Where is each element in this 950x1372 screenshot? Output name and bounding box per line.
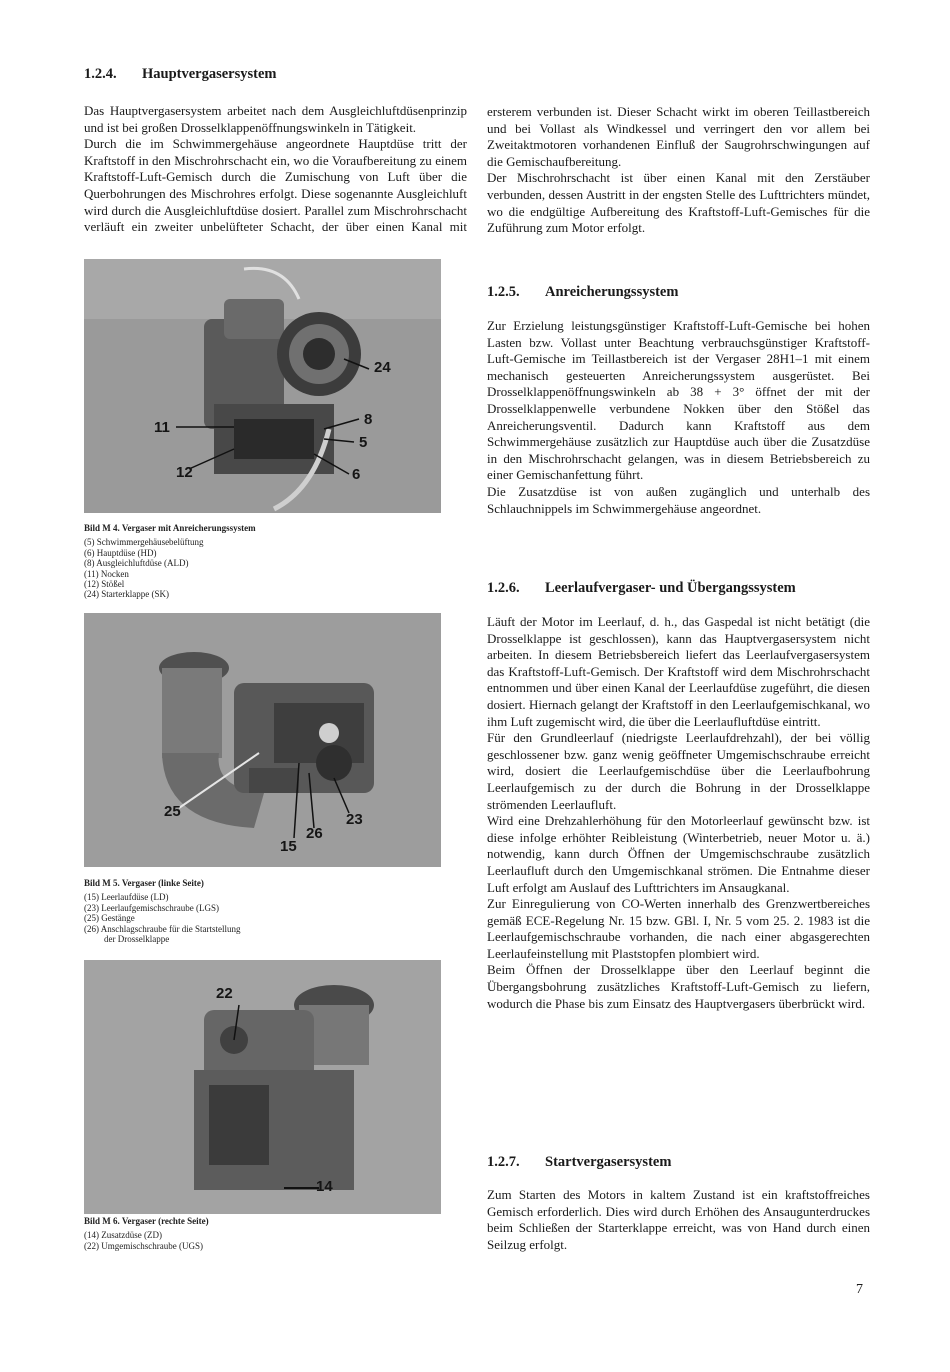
caption-item: (8) Ausgleichluftdüse (ALD) — [84, 558, 189, 569]
section-1-2-5-text — [487, 318, 870, 517]
caption-item: (5) Schwimmergehäusebelüftung — [84, 537, 204, 548]
section-1-2-4 — [84, 66, 467, 95]
figure-m5-photo — [84, 613, 441, 867]
figure-m6-photo — [84, 960, 441, 1214]
carburetor-photo — [84, 960, 441, 1214]
caption-title: Bild M 5. Vergaser (linke Seite) — [84, 878, 204, 888]
section-title: Hauptvergasersystem — [142, 66, 277, 82]
figure-label: 11 — [154, 419, 170, 436]
figure-m5-caption — [84, 878, 444, 944]
figure-label: 26 — [306, 825, 323, 842]
caption-item: (6) Hauptdüse (HD) — [84, 547, 157, 558]
figure-label: 22 — [216, 985, 233, 1002]
figure-label: 12 — [176, 464, 193, 481]
section-heading — [487, 1154, 671, 1171]
figure-m4-caption — [84, 523, 444, 600]
section-number: 1.2.5. — [487, 284, 520, 300]
page-number: 7 — [856, 1282, 863, 1297]
figure-m6-caption — [84, 1216, 444, 1251]
caption-item: (24) Starterklappe (SK) — [84, 589, 169, 600]
section-title: Leerlaufvergaser- und Übergangssystem — [545, 580, 796, 596]
body-text: Zum Starten des Motors in kaltem Zustand ist ein kraftstoffreiches Gemisch erforderlich. Dies wird durch Erhöhen des Ansaugunterdruckes beim Schließen der Starterklappe erreicht, was von Hand durch einen Seilzug erfolgt. — [487, 1187, 870, 1252]
figure-label: 25 — [164, 803, 181, 820]
figure-label: 24 — [374, 359, 391, 376]
section-number: 1.2.6. — [487, 580, 520, 596]
caption-item: (12) Stößel — [84, 579, 125, 590]
section-title: Anreicherungssystem — [545, 284, 679, 300]
figure-m4-photo — [84, 259, 441, 513]
section-1-2-6-text — [487, 614, 870, 1012]
figure-label: 5 — [359, 434, 368, 451]
carburetor-photo — [84, 259, 441, 513]
figure-label: 6 — [352, 466, 361, 483]
caption-item: (22) Umgemischschraube (UGS) — [84, 1240, 203, 1251]
figure-label: 15 — [280, 838, 297, 855]
figure-label: 8 — [364, 411, 373, 428]
caption-item: (11) Nocken — [84, 568, 129, 579]
caption-title: Bild M 6. Vergaser (rechte Seite) — [84, 1216, 209, 1226]
section-heading — [487, 284, 678, 301]
body-text: Läuft der Motor im Leerlauf, d. h., das Gaspedal ist nicht betätigt (die Drosselklappe ist geschlossen), kann das Hauptvergasersystem nicht arbeiten. In diesem Betriebsbereich liefert das Leerlaufvergasersystem das Kraftstoff-Luft-Gemisch. Der Kraftstoff wird dem Mischrohrschacht entnommen und über einen Kanal der Leerlaufdüse zugeführt, die diesen dosiert. Hiernach gelangt der Kraftstoff in den Leerlaufgemischkanal, wo ihm Luft zugemischt wird, die über die Leerlaufluftdüse eintritt. Für den Grundleerlauf (niedrigste Leerlaufdrehzahl), der bei völlig geschlossener bzw. ganz wenig geöffneter Umgemischschraube erreicht wird, dosiert die Leerlaufgemischdüse über die Leerlaufbohrung Leerlaufgemisch zu der durch die Bohrung in der Drosselklappe strömenden Leerlaufluft. Wird eine Drehzahlerhöhung für den Motorleerlauf gewünscht bzw. ist diese infolge erhöhter Reibleistung (Winterbetrieb, neuer Motor u. ä.) notwendig, kann durch Öffnen der Umgemischschraube zusätzlich Leerlaufluft durch den Umgemischkanal strömen. Die Entnahme dieser Luft erfolgt am Auslauf des Lufttrichters im Ansaugkanal. Zur Einregulierung von CO-Werten innerhalb des Grenzwertbereiches gemäß ECE-Regelung Nr. 15 bzw. GBl. I, Nr. 5 vom 25. 2. 1983 ist die Leerlaufgemischschraube vorhanden, die nach einer abgasgerechten Leerlaufeinstellung mit Plaststopfen plombiert wird. Beim Öffnen der Drosselklappe über den Leerlauf beginnt die Übergangsbohrung zusätzliches Kraftstoff-Luft-Gemisch zu liefern, wodurch die Phase bis zum Einsatz des Hauptvergasers überbrückt wird. — [487, 614, 870, 1011]
caption-item: (26) Anschlagschraube für die Startstellung — [84, 923, 241, 934]
caption-item: (15) Leerlaufdüse (LD) — [84, 892, 169, 903]
caption-item: (23) Leerlaufgemischschraube (LGS) — [84, 902, 219, 913]
section-heading — [84, 66, 467, 83]
section-number: 1.2.7. — [487, 1154, 520, 1170]
caption-title: Bild M 4. Vergaser mit Anreicherungssystem — [84, 523, 256, 533]
carburetor-photo — [84, 613, 441, 867]
body-text: Das Hauptvergasersystem arbeitet nach dem Ausgleichluftdüsenprinzip und ist bei großen Drosselklappenöffnungswinkeln in Tätigkeit. Durch die im Schwimmergehäuse angeordnete Hauptdüse tritt der Kraftstoff in den Mischrohrschacht ein, wo die Voraufbereitung zu einem Kraftstoff-Luft-Gemisch durch die Zumischung von Luft über die Querbohrungen des Mischrohres erfolgt. Diese sogenannte Ausgleichluft wird durch die Ausgleichluftdüse dosiert. Parallel zum Mischrohrschacht verläuft ein zweiter unbelüfteter Schacht, der über einen Kanal mit ersterem verbunden ist. Dieser Schacht wirkt im oberen Teillastbereich und bei Vollast als Windkessel und verringert den vor allem bei Zweitaktmotoren vorhandenen Einfluß der Saugrohrschwingungen auf die Gemischaufbereitung. Der Mischrohrschacht ist über einen Kanal mit den Zerstäuber verbunden, dessen Austritt in der engsten Stelle des Lufttrichters mündet, wo die endgültige Aufbereitung des Kraftstoff-Luft-Gemisches für die Zuführung zum Motor erfolgt. — [84, 103, 870, 236]
figure-label: 23 — [346, 811, 363, 828]
body-text: Zur Erzielung leistungsgünstiger Kraftstoff-Luft-Gemische bei hohen Lasten bzw. Vollast unter Beachtung verbrauchsgünstiger Kraftstoff-Luft-Gemische im Teillastbereich ist der Vergaser 28H1–1 mit einem mechanisch gesteuerten Anreicherungssystem ausgerüstet. Bei Drosselklappenöffnungswinkeln ab 38 + 3° öffnet der mit der Drosselklappenwelle verbundene Nokken über den Stößel das Anreicherungsventil. Dadurch kann Kraftstoff aus dem Schwimmergehäuse zusätzlich zur Hauptdüse auch über die Zusatzdüse in den Mischrohrschacht gelangen, was in diesem Betriebsbereich zu einer Gemischanfettung führt. Die Zusatzdüse ist von außen zugänglich und unterhalb des Schlauchnippels im Schwimmergehäuse angeordnet. — [487, 318, 870, 516]
section-1-2-7-text — [487, 1187, 870, 1253]
caption-item: (14) Zusatzdüse (ZD) — [84, 1230, 162, 1241]
caption-item: der Drosselklappe — [104, 934, 170, 945]
section-title: Startvergasersystem — [545, 1154, 672, 1170]
figure-label: 14 — [316, 1178, 333, 1195]
section-number: 1.2.4. — [84, 66, 117, 82]
section-1-2-4-text — [84, 104, 870, 244]
caption-item: (25) Gestänge — [84, 913, 135, 924]
section-heading — [487, 580, 796, 597]
